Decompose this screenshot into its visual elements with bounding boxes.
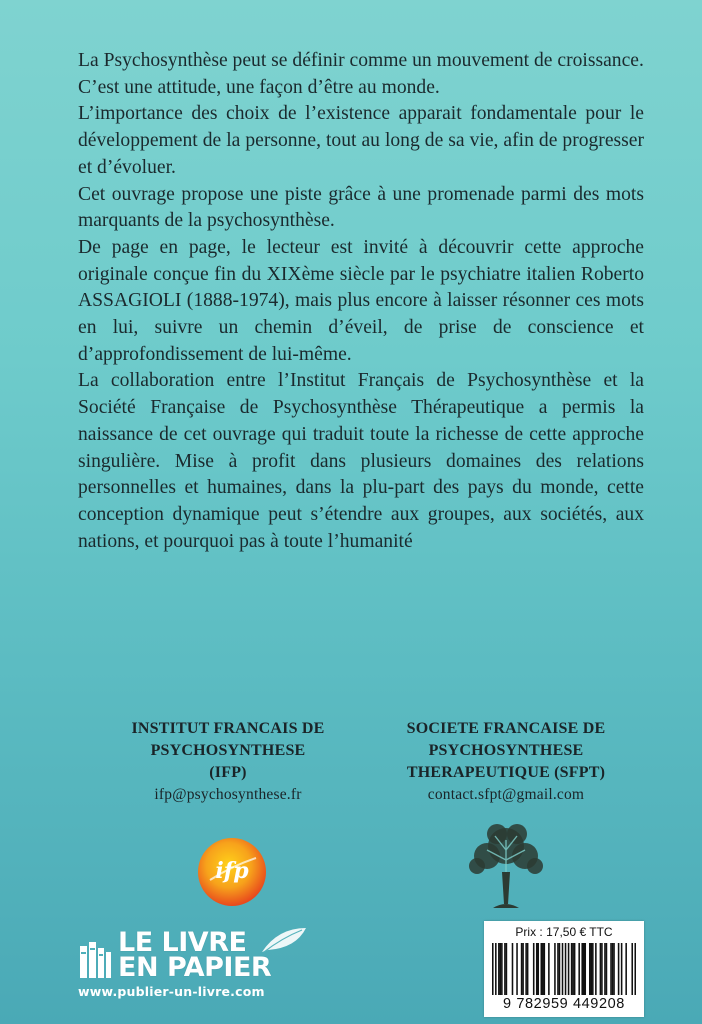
ifp-acronym: (IFP) <box>209 764 247 781</box>
barcode-bar <box>606 943 608 995</box>
barcode-bar <box>554 943 556 995</box>
isbn-digits: 9 782959 449208 <box>503 996 625 1012</box>
books-icon <box>78 938 112 980</box>
barcode-bar <box>504 943 506 995</box>
barcode-bar <box>584 943 586 995</box>
ifp-name-line: PSYCHOSYNTHESE <box>150 742 306 759</box>
price-label: Prix : 17,50 € TTC <box>515 925 613 939</box>
sfpt-name-line: PSYCHOSYNTHESE <box>428 742 584 759</box>
publisher-name <box>118 927 272 983</box>
barcode-bar <box>512 943 514 995</box>
ifp-email: ifp@psychosynthese.fr <box>154 786 302 803</box>
tree-icon <box>463 820 549 912</box>
barcode-bar <box>521 943 523 995</box>
sfpt-email: contact.sfpt@gmail.com <box>427 786 585 803</box>
barcode-bar <box>634 943 636 995</box>
barcode-bar <box>548 943 550 995</box>
barcode-bar <box>571 943 573 995</box>
barcode-bar <box>613 943 615 995</box>
barcode-bar <box>618 943 620 995</box>
barcode-bar <box>592 943 594 995</box>
barcode-bar <box>583 943 585 995</box>
barcode-bar <box>501 943 503 995</box>
barcode-bar <box>581 943 583 995</box>
blurb-paragraph: C’est une attitude, une façon d’être au monde. <box>78 76 440 98</box>
barcode-bar <box>516 943 518 995</box>
ifp-logo-icon <box>196 836 268 908</box>
publisher-name-line2: EN PAPIER <box>118 952 272 983</box>
barcode-bar <box>568 943 570 995</box>
blurb-paragraph: L’importance des choix de l’existence apparait fondamentale pour le développement de la personne, tout au long de sa vie, afin de progresser et d’évoluer. <box>78 103 644 178</box>
ifp-name-line: INSTITUT FRANCAIS DE <box>131 720 325 737</box>
leaf-icon <box>258 926 308 956</box>
barcode-bar <box>595 943 597 995</box>
barcode-bar <box>492 943 494 995</box>
sfpt-name-line: SOCIETE FRANCAISE DE <box>406 720 606 737</box>
barcode-bar <box>562 943 564 995</box>
barcode-bar <box>631 943 633 995</box>
barcode-bar <box>495 943 497 995</box>
price-barcode-label <box>484 921 644 1017</box>
publisher-name-line1: LE LIVRE <box>118 927 247 958</box>
ifp-contact-block <box>108 718 348 806</box>
barcode-bar <box>621 943 623 995</box>
sfpt-name-line: THERAPEUTIQUE (SFPT) <box>406 764 606 781</box>
barcode-bar <box>498 943 500 995</box>
barcode-bar <box>612 943 614 995</box>
ifp-logo-text: ifp <box>215 858 249 884</box>
barcode-bar <box>525 943 527 995</box>
barcode-bar <box>500 943 502 995</box>
barcode-bar <box>522 943 524 995</box>
isbn-barcode <box>492 943 636 995</box>
sfpt-contact-block <box>386 718 626 806</box>
barcode-bar <box>565 943 567 995</box>
barcode-bar <box>544 943 546 995</box>
barcode-bar <box>589 943 591 995</box>
barcode-bar <box>578 943 580 995</box>
barcode-bar <box>533 943 535 995</box>
barcode-bar <box>527 943 529 995</box>
barcode-bar <box>591 943 593 995</box>
barcode-bar <box>506 943 508 995</box>
blurb-paragraph: De page en page, le lecteur est invité à découvrir cette approche originale conçue fin du XIXème siècle par le psychiatre italien Roberto ASSAGIOLI (1888-1974), mais plus encore à laisser résonner ces mots en lui, suivre un chemin d’éveil, de prise de conscience et d’approfondissement de lui-même. <box>78 236 644 365</box>
blurb-paragraph: La collaboration entre l’Institut Français de Psychosynthèse et la Société Française de Psychosynthèse Thérapeutique a permis la naissance de cet ouvrage qui traduit toute la richesse de cette approche singulière. Mise à profit dans plusieurs domaines des relations personnelles et humaines, dans la plu-part des pays du monde, cette conception dynamique peut s’étendre aux groupes, aux sociétés, aux nations, et pourquoi pas à toute l’humanité <box>78 370 644 552</box>
publisher-url: www.publier-un-livre.com <box>78 984 265 999</box>
back-cover-blurb <box>78 48 644 555</box>
barcode-bar <box>559 943 561 995</box>
barcode-bar <box>574 943 576 995</box>
blurb-paragraph: La Psychosynthèse peut se définir comme un mouvement de croissance. <box>78 50 644 71</box>
barcode-bar <box>541 943 543 995</box>
barcode-bar <box>537 943 539 995</box>
barcode-bar <box>601 943 603 995</box>
barcode-bar <box>604 943 606 995</box>
blurb-paragraph: Cet ouvrage propose une piste grâce à une promenade parmi des mots marquants de la psychosynthèse. <box>78 183 644 232</box>
barcode-bar <box>557 943 559 995</box>
barcode-bar <box>625 943 627 995</box>
barcode-bar <box>542 943 544 995</box>
barcode-bar <box>610 943 612 995</box>
barcode-bar <box>572 943 574 995</box>
barcode-bar <box>600 943 602 995</box>
barcode-bar <box>536 943 538 995</box>
publisher-logo <box>78 926 308 1004</box>
